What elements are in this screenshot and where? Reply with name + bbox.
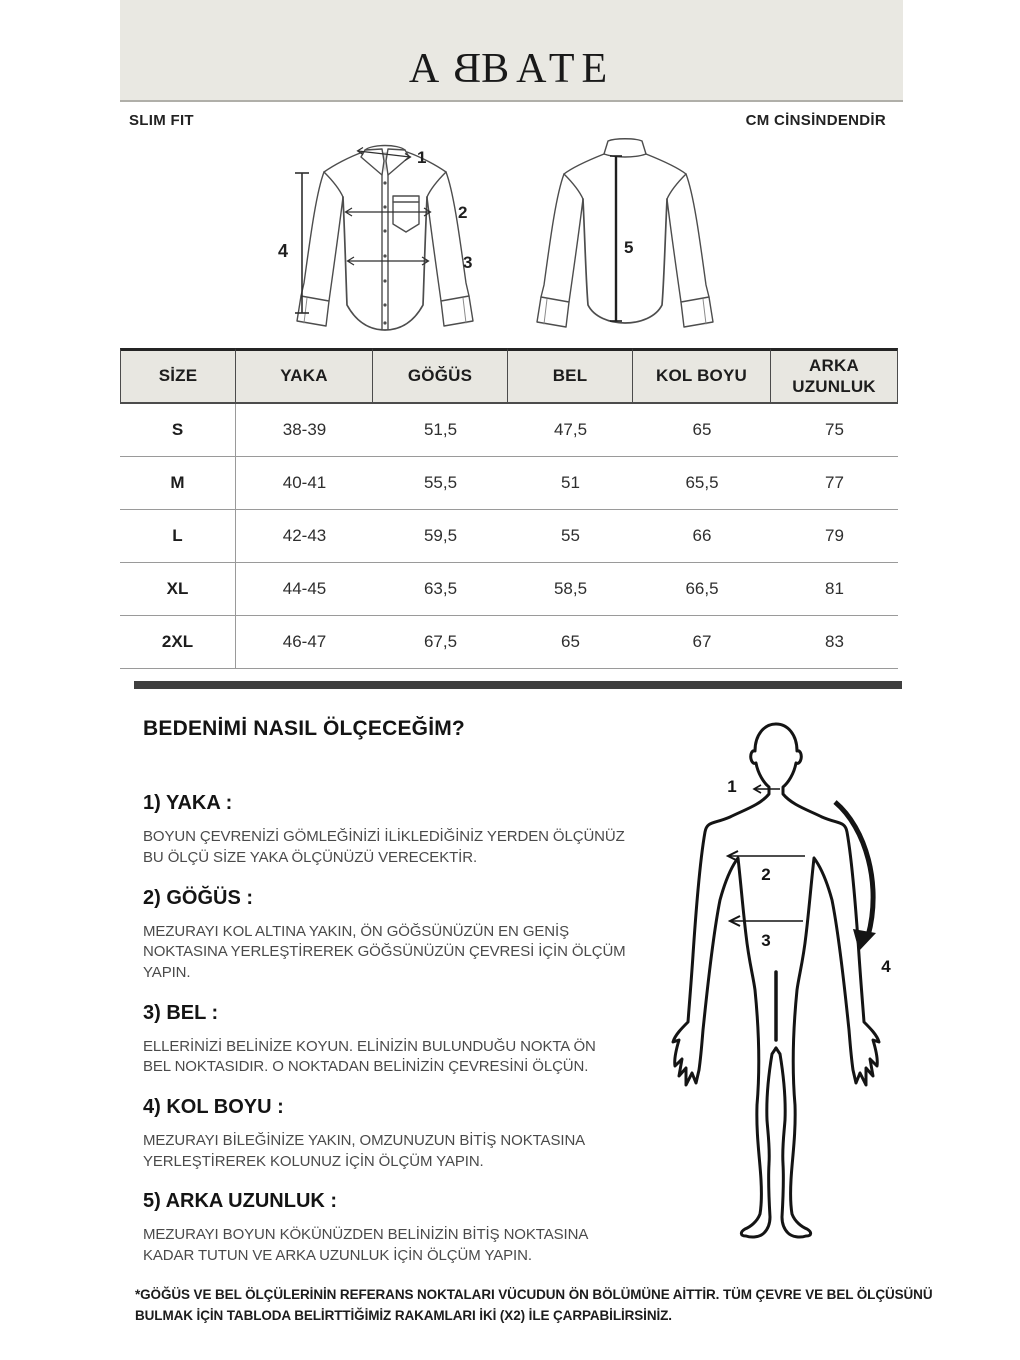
shirt-front-diagram [270, 135, 500, 335]
footnote-line: BULMAK İÇİN TABLODA BELİRTTİĞİMİZ RAKAMLARI İKİ (X2) İLE ÇARPABİLİRSİNİZ. [135, 1307, 672, 1323]
figure-label-waist: 3 [761, 931, 771, 950]
table-cell: 63,5 [373, 563, 508, 616]
table-cell: 75 [771, 404, 898, 457]
table-header-collar: YAKA [236, 348, 373, 404]
table-cell: 46-47 [236, 616, 373, 669]
table-header-chest: GÖĞÜS [373, 348, 508, 404]
table-cell: 58,5 [508, 563, 633, 616]
table-cell: XL [120, 563, 236, 616]
section-heading-bel: 3) BEL : [143, 1001, 219, 1024]
table-cell: 40-41 [236, 457, 373, 510]
section-heading-gogus: 2) GÖĞÜS : [143, 886, 254, 909]
text-line: KADAR TUTUN VE ARKA UZUNLUK İÇİN ÖLÇÜM YAPIN. [143, 1247, 532, 1265]
text-line: MEZURAYI BİLEĞİNİZE YAKIN, OMZUNUZUN BİTİŞ NOKTASINA [143, 1132, 586, 1149]
table-header-sleeve: KOL BOYU [633, 348, 771, 404]
section-heading-kol-boyu: 4) KOL BOYU : [143, 1096, 284, 1118]
fit-type-label: SLIM FIT [129, 112, 194, 129]
measurement-unit-label: CM CİNSİNDENDİR [745, 112, 886, 129]
table-cell: 79 [771, 510, 898, 563]
table-cell: 65 [508, 616, 633, 669]
front-label-sleeve: 4 [278, 241, 289, 261]
section-text-gogus [143, 922, 648, 984]
table-cell: 81 [771, 563, 898, 616]
section-text-yaka [143, 827, 648, 868]
section-divider-bar [134, 681, 902, 689]
size-table [120, 348, 898, 669]
table-cell: M [120, 457, 236, 510]
body-figure-diagram [660, 710, 920, 1270]
figure-label-neck: 1 [727, 777, 737, 796]
table-header-waist: BEL [508, 348, 633, 404]
table-cell: 65,5 [633, 457, 771, 510]
table-cell: 67 [633, 616, 771, 669]
text-line: BOYUN ÇEVRENİZİ GÖMLEĞİNİZİ İLİKLEDİĞİNİZ YERDEN ÖLÇÜNÜZ [143, 828, 625, 846]
table-cell: 47,5 [508, 404, 633, 457]
table-cell: 59,5 [373, 510, 508, 563]
table-cell: 66 [633, 510, 771, 563]
table-cell: 51,5 [373, 404, 508, 457]
shirt-buttons [383, 181, 386, 324]
measuring-guide [143, 716, 648, 1284]
section-text-bel [143, 1037, 648, 1078]
table-cell: S [120, 404, 236, 457]
table-cell: 55,5 [373, 457, 508, 510]
text-line: MEZURAYI BOYUN KÖKÜNÜZDEN BELİNİZİN BİTİŞ NOKTASINA [143, 1226, 589, 1244]
table-cell: 55 [508, 510, 633, 563]
front-label-chest: 2 [458, 203, 468, 222]
brand-logo [409, 48, 614, 100]
footnote-line: *GÖĞÜS VE BEL ÖLÇÜLERİNİN REFERANS NOKTALARI VÜCUDUN ÖN BÖLÜMÜNE AİTTİR. TÜM ÇEVRE VE BEL ÖLÇÜSÜNÜ [135, 1287, 933, 1302]
logo-letter: A [408, 46, 447, 92]
guide-title: BEDENİMİ NASIL ÖLÇECEĞİM? [143, 717, 465, 740]
text-line: NOKTASINA YERLEŞTİREREK GÖĞSÜNÜZÜN ÇEVRESİ İÇİN ÖLÇÜM [143, 943, 626, 961]
text-line: YERLEŞTİREREK KOLUNUZ İÇİN ÖLÇÜM YAPIN. [143, 1152, 484, 1170]
table-header-back-length: ARKA UZUNLUK [771, 348, 898, 404]
text-line: ELLERİNİZİ BELİNİZE KOYUN. ELİNİZİN BULUNDUĞU NOKTA ÖN [143, 1037, 596, 1055]
footnote [135, 1285, 933, 1327]
table-cell: 51 [508, 457, 633, 510]
table-header-size: SİZE [120, 348, 236, 404]
table-cell: L [120, 510, 236, 563]
front-label-waist: 3 [463, 253, 473, 272]
text-line: BEL NOKTASIDIR. O NOKTADAN BELİNİZİN ÇEVRESİNİ ÖLÇÜN. [143, 1058, 589, 1076]
figure-label-chest: 2 [761, 865, 771, 884]
logo-mirrored-letter: B [446, 46, 482, 92]
back-label-length: 5 [624, 238, 634, 257]
table-cell: 2XL [120, 616, 236, 669]
section-heading-arka-uzunluk: 5) ARKA UZUNLUK : [143, 1190, 338, 1213]
table-cell: 65 [633, 404, 771, 457]
sleeve-arrowhead [853, 929, 876, 951]
shirt-back-diagram [510, 135, 740, 335]
section-heading-yaka: 1) YAKA : [143, 792, 233, 815]
figure-label-sleeve: 4 [881, 957, 891, 976]
table-cell: 66,5 [633, 563, 771, 616]
back-measure-line [610, 156, 622, 321]
section-text-arka-uzunluk [143, 1225, 648, 1266]
text-line: BU ÖLÇÜ SİZE YAKA ÖLÇÜNÜZÜ VERECEKTİR. [143, 848, 478, 866]
brand-header-band [120, 0, 903, 102]
logo-letters: BATE [481, 46, 615, 92]
table-cell: 38-39 [236, 404, 373, 457]
table-cell: 83 [771, 616, 898, 669]
text-line: MEZURAYI KOL ALTINA YAKIN, ÖN GÖĞSÜNÜZÜN EN GENİŞ [143, 922, 570, 940]
table-cell: 42-43 [236, 510, 373, 563]
front-label-collar: 1 [417, 148, 427, 167]
section-text-kol-boyu [143, 1131, 648, 1172]
text-line: YAPIN. [143, 963, 191, 981]
table-cell: 44-45 [236, 563, 373, 616]
table-cell: 67,5 [373, 616, 508, 669]
table-cell: 77 [771, 457, 898, 510]
